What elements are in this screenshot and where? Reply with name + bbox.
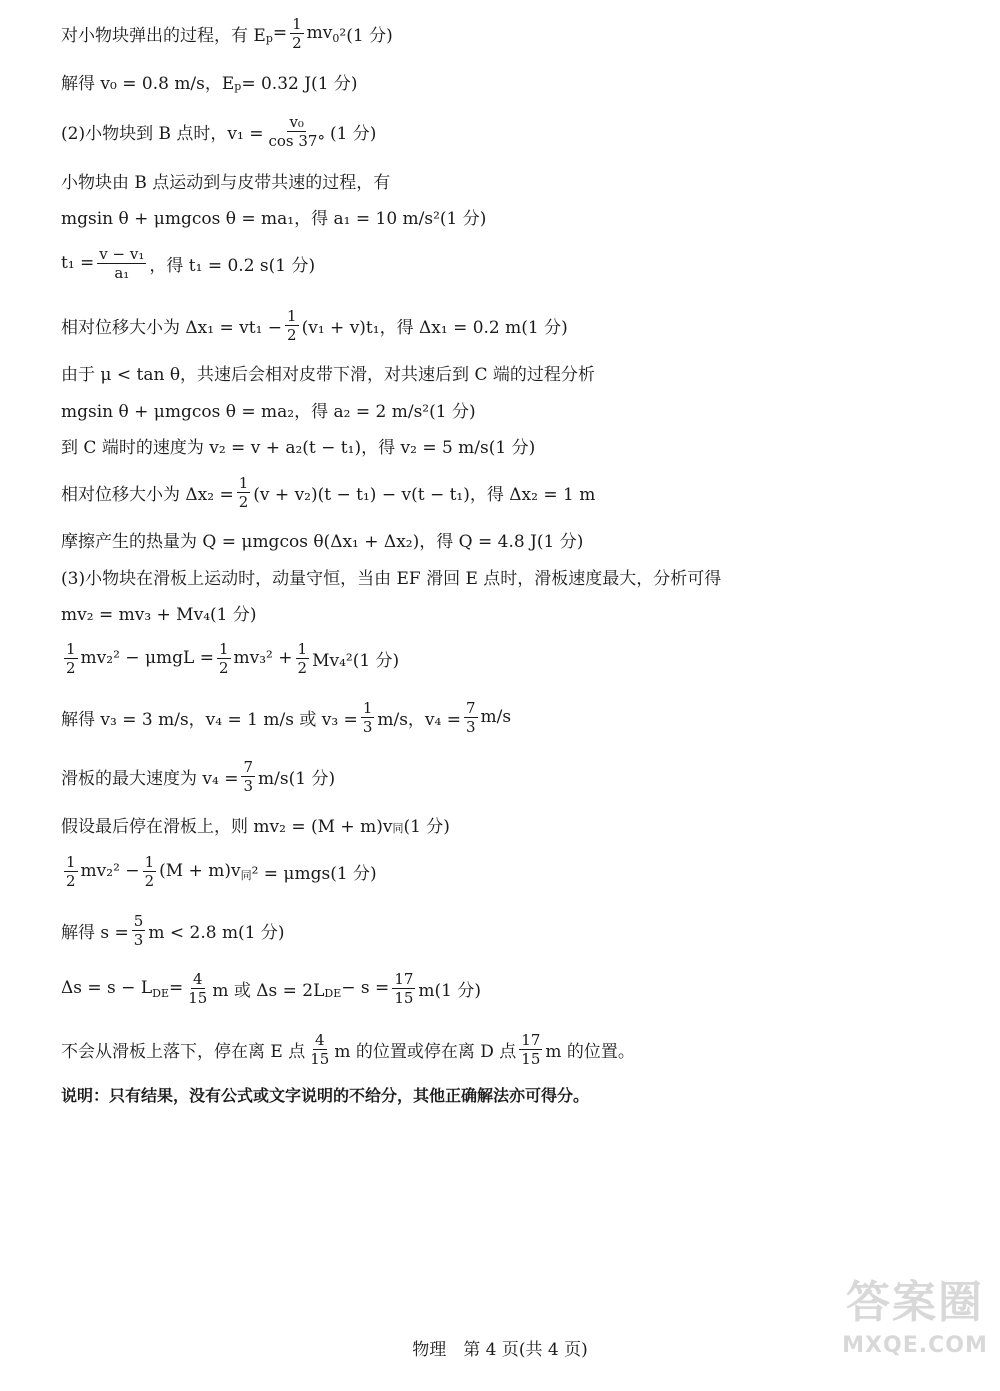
solution-line	[61, 910, 285, 950]
solution-line	[61, 638, 399, 678]
fraction	[143, 853, 157, 890]
fraction-denominator: 2	[287, 325, 297, 344]
line-text: 小物块由 B 点运动到与皮带共速的过程，有	[61, 172, 391, 193]
line-text: 解得 v₀ = 0.8 m/s，E	[61, 73, 235, 94]
solution-line	[61, 13, 393, 53]
line-text: 相对位移大小为 Δx₂ =	[61, 484, 234, 505]
line-text: mv₂² − μmgL =	[80, 648, 214, 668]
fraction	[519, 1031, 542, 1068]
line-text: m 的位置或停在离 D 点	[334, 1041, 517, 1062]
fraction	[464, 699, 478, 736]
fraction-denominator: 2	[66, 871, 76, 890]
line-text: (v + v₂)(t − t₁) − v(t − t₁)，得 Δx₂ = 1 m	[253, 484, 596, 505]
fraction	[290, 15, 304, 52]
scoring-note: 说明：只有结果，没有公式或文字说明的不给分，其他正确解法亦可得分。	[61, 1086, 590, 1105]
line-text: 假设最后停在滑板上，则 mv₂ = (M + m)v	[61, 816, 393, 837]
fraction-numerator: v − v₁	[99, 244, 145, 263]
line-text: (M + m)v	[159, 861, 241, 881]
line-text: 不会从滑板上落下，停在离 E 点	[61, 1041, 306, 1062]
line-text: m 的位置。	[545, 1041, 635, 1062]
solution-line	[61, 472, 595, 512]
fraction-numerator: 7	[243, 757, 254, 776]
fraction-numerator: 1	[362, 698, 373, 717]
solution-line	[61, 61, 358, 101]
watermark-site: MXQE.COM	[842, 1333, 988, 1358]
line-text: Δs = s − L	[61, 978, 153, 998]
fraction-denominator: 15	[188, 988, 208, 1007]
line-text: mv₂² −	[80, 861, 140, 881]
fraction	[132, 912, 146, 949]
fraction	[64, 640, 78, 677]
fraction-numerator: 1	[287, 306, 297, 325]
line-text: 相对位移大小为 Δx₁ = vt₁ −	[61, 317, 283, 338]
line-text: m 或 Δs = 2L	[212, 980, 325, 1001]
fraction-denominator: 3	[133, 930, 144, 949]
line-text: m/s(1 分)	[258, 768, 336, 789]
subscript-text: p	[265, 32, 273, 45]
solution-line	[61, 305, 568, 345]
solution-line	[61, 389, 476, 429]
line-text: m < 2.8 m(1 分)	[148, 922, 285, 943]
fraction-denominator: 2	[144, 871, 155, 890]
line-text: m/s	[480, 707, 512, 727]
subscript-text: p	[234, 80, 242, 93]
line-text: (v₁ + v)t₁，得 Δx₁ = 0.2 m(1 分)	[301, 317, 568, 338]
fraction-numerator: 17	[521, 1030, 541, 1049]
line-text: =	[168, 978, 184, 998]
line-text: 摩擦产生的热量为 Q = μmgcos θ(Δx₁ + Δx₂)，得 Q = 4.8 J(1 分)	[61, 531, 584, 552]
fraction	[266, 113, 326, 150]
line-text: mgsin θ + μmgcos θ = ma₂，得 a₂ = 2 m/s²(1 分)	[61, 401, 476, 422]
fraction-denominator: 2	[292, 33, 302, 52]
solution-line	[61, 425, 535, 465]
line-text: 解得 s =	[61, 922, 129, 943]
solution-line	[61, 697, 511, 737]
solution-line	[61, 968, 481, 1008]
fraction-denominator: 15	[521, 1049, 541, 1068]
fraction-numerator: 1	[297, 639, 308, 658]
subscript-text: DE	[324, 987, 342, 1000]
line-text: mv₂ = mv₃ + Mv₄(1 分)	[61, 604, 257, 625]
solution-line	[61, 243, 315, 283]
line-text: (3)小物块在滑板上运动时，动量守恒，当由 EF 滑回 E 点时，滑板速度最大，分析可得	[61, 568, 722, 589]
fraction-numerator: v₀	[289, 112, 304, 131]
line-text: ，得 t₁ = 0.2 s(1 分)	[149, 255, 316, 276]
solution-line	[61, 851, 377, 891]
solution-line	[61, 1029, 635, 1069]
line-text: ²(1 分)	[339, 25, 393, 46]
fraction	[308, 1031, 331, 1068]
fraction-numerator: 1	[144, 852, 155, 871]
line-text: 解得 v₃ = 3 m/s，v₄ = 1 m/s 或 v₃ =	[61, 709, 358, 730]
fraction-numerator: 1	[66, 852, 76, 871]
watermark	[840, 1273, 990, 1383]
line-text: = 0.32 J(1 分)	[241, 73, 358, 94]
solution-line	[61, 556, 721, 596]
solution-line	[61, 592, 257, 632]
fraction-denominator: 3	[362, 717, 373, 736]
fraction-denominator: 2	[238, 492, 249, 511]
fraction-denominator: 2	[218, 658, 229, 677]
fraction-denominator: 15	[310, 1049, 330, 1068]
solution-line	[61, 756, 335, 796]
line-text: ² = μmgs(1 分)	[251, 863, 377, 884]
fraction	[64, 853, 78, 890]
fraction-numerator: 4	[193, 969, 203, 988]
subscript-text: DE	[152, 987, 169, 1000]
subscript-text: 0	[332, 32, 340, 45]
fraction-denominator: a₁	[114, 263, 130, 282]
page-footer: 物理 第 4 页(共 4 页)	[412, 1340, 588, 1360]
fraction-denominator: 3	[243, 776, 254, 795]
fraction	[241, 758, 255, 795]
line-text: t₁ =	[61, 253, 95, 273]
line-text: − s =	[341, 978, 390, 998]
fraction-numerator: 7	[466, 698, 476, 717]
fraction-numerator: 1	[238, 473, 249, 492]
fraction-denominator: cos 37°	[268, 131, 325, 150]
line-text: (2)小物块到 B 点时，v₁ =	[61, 123, 264, 144]
solution-line	[61, 111, 376, 151]
fraction-denominator: 2	[66, 658, 76, 677]
line-text: =	[272, 23, 288, 43]
fraction	[217, 640, 231, 677]
fraction-numerator: 5	[133, 911, 144, 930]
fraction	[392, 970, 415, 1007]
fraction-numerator: 17	[394, 969, 414, 988]
fraction-numerator: 1	[218, 639, 229, 658]
line-text: 滑板的最大速度为 v₄ =	[61, 768, 239, 789]
watermark-logo: 答案圈	[846, 1277, 984, 1328]
fraction	[296, 640, 310, 677]
line-text: mv₃² +	[233, 648, 293, 668]
line-text: 到 C 端时的速度为 v₂ = v + a₂(t − t₁)，得 v₂ = 5 m/s(1 分)	[61, 437, 536, 458]
solution-line	[61, 160, 390, 200]
line-text: m/s，v₄ =	[377, 709, 461, 730]
fraction	[186, 970, 209, 1007]
fraction-numerator: 1	[292, 14, 302, 33]
fraction-numerator: 1	[66, 639, 76, 658]
line-text: (1 分)	[329, 123, 377, 144]
fraction-denominator: 2	[297, 658, 308, 677]
fraction-denominator: 15	[394, 988, 414, 1007]
fraction-denominator: 3	[466, 717, 476, 736]
fraction	[237, 474, 251, 511]
solution-line	[61, 352, 595, 392]
line-text: 由于 μ < tan θ，共速后会相对皮带下滑，对共速后到 C 端的过程分析	[61, 364, 595, 385]
line-text: mv	[306, 23, 333, 43]
solution-line	[61, 519, 583, 559]
line-text: Mv₄²(1 分)	[312, 650, 400, 671]
fraction	[285, 307, 299, 344]
line-text: m(1 分)	[418, 980, 482, 1001]
fraction-numerator: 4	[314, 1030, 325, 1049]
solution-line	[61, 804, 450, 844]
line-text: mgsin θ + μmgcos θ = ma₁，得 a₁ = 10 m/s²(1 分)	[61, 208, 487, 229]
solution-line	[61, 196, 486, 236]
line-text: (1 分)	[403, 816, 450, 837]
line-text: 对小物块弹出的过程，有 E	[61, 25, 266, 46]
fraction	[97, 245, 146, 282]
subscript-text: 同	[240, 869, 252, 882]
subscript-text: 同	[392, 822, 404, 835]
fraction	[361, 699, 375, 736]
